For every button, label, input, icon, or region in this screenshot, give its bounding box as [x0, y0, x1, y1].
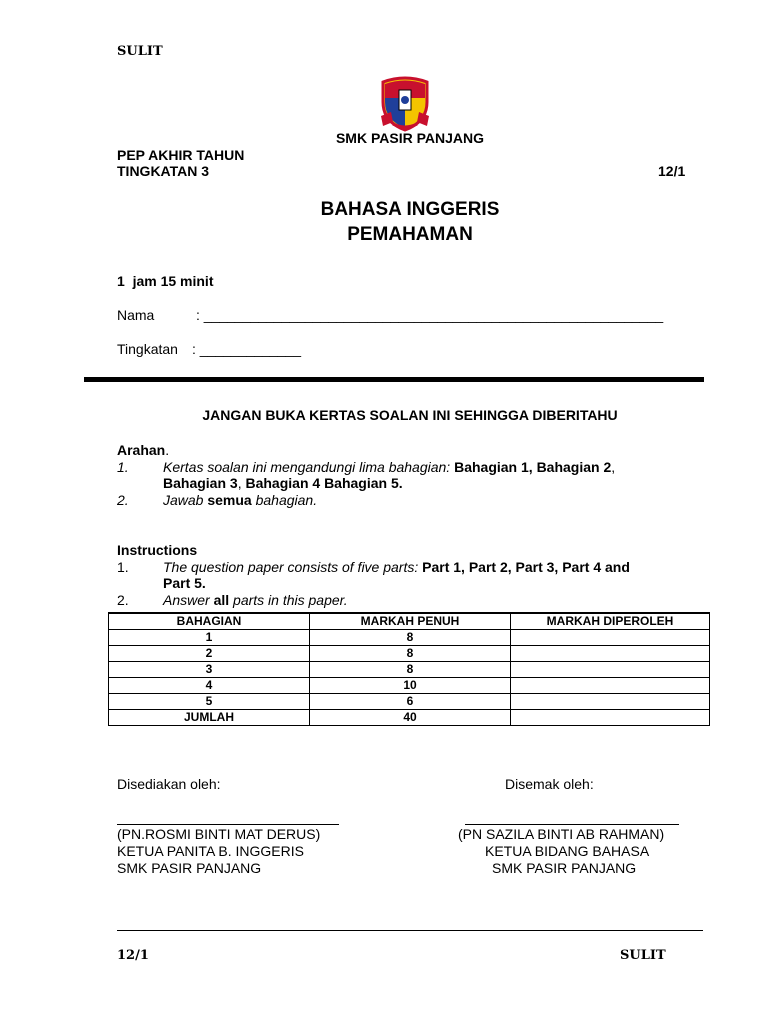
table-header-row — [109, 613, 710, 630]
checked-school: SMK PASIR PANJANG — [492, 860, 637, 876]
arahan-item-1-num: 1. — [117, 459, 129, 475]
arahan-heading: Arahan. — [117, 442, 170, 458]
paper-code: 12/1 — [658, 163, 686, 179]
instructions-heading: Instructions — [117, 542, 198, 558]
table-row — [109, 678, 710, 694]
instructions-item-2-num: 2. — [117, 592, 129, 608]
cell-part: 4 — [109, 678, 310, 694]
prepared-school: SMK PASIR PANJANG — [117, 860, 262, 876]
cell-obtained[interactable] — [511, 678, 710, 694]
prepared-name: (PN.ROSMI BINTI MAT DERUS) — [117, 826, 321, 842]
prepared-role: KETUA PANITA B. INGGERIS — [117, 843, 304, 859]
cell-part: 3 — [109, 662, 310, 678]
table-row — [109, 646, 710, 662]
checked-by-label: Disemak oleh: — [505, 776, 594, 792]
subject-title: BAHASA INGGERIS — [320, 199, 500, 220]
header-bahagian: BAHAGIAN — [109, 613, 310, 630]
name-label: Nama — [117, 307, 155, 323]
table-total-row — [109, 710, 710, 726]
total-label: JUMLAH — [109, 710, 310, 726]
school-name: SMK PASIR PANJANG — [335, 130, 485, 146]
cell-obtained[interactable] — [511, 646, 710, 662]
cell-full-marks: 8 — [310, 662, 511, 678]
cell-full-marks: 8 — [310, 646, 511, 662]
total-value: 40 — [310, 710, 511, 726]
instructions-item-2: Answer all parts in this paper. — [163, 592, 348, 608]
divider-thick — [84, 377, 704, 382]
table-row — [109, 694, 710, 710]
cell-obtained[interactable] — [511, 630, 710, 646]
class-field[interactable]: : _____________ — [192, 341, 301, 357]
header-markah-diperoleh: MARKAH DIPEROLEH — [511, 613, 710, 630]
cell-full-marks: 8 — [310, 630, 511, 646]
total-obtained[interactable] — [511, 710, 710, 726]
name-field[interactable]: : ___________________________________________________________ — [196, 307, 664, 323]
header-classification: SULIT — [117, 44, 163, 59]
component-title: PEMAHAMAN — [347, 224, 473, 245]
cell-obtained[interactable] — [511, 694, 710, 710]
cell-full-marks: 6 — [310, 694, 511, 710]
cell-part: 5 — [109, 694, 310, 710]
cell-obtained[interactable] — [511, 662, 710, 678]
arahan-item-1: Kertas soalan ini mengandungi lima bahagian: Bahagian 1, Bahagian 2, — [163, 459, 616, 475]
footer-code: 12/1 — [117, 948, 149, 963]
cell-full-marks: 10 — [310, 678, 511, 694]
checked-role: KETUA BIDANG BAHASA — [485, 843, 650, 859]
footer-classification: SULIT — [620, 948, 666, 963]
arahan-item-2-num: 2. — [117, 492, 129, 508]
arahan-item-2: Jawab semua bahagian. — [163, 492, 318, 508]
instructions-item-1-num: 1. — [117, 559, 129, 575]
exam-duration: 1 jam 15 minit — [117, 273, 214, 289]
table-row — [109, 662, 710, 678]
footer-divider — [117, 930, 703, 931]
header-markah-penuh: MARKAH PENUH — [310, 613, 511, 630]
class-label: Tingkatan — [117, 341, 178, 357]
arahan-item-1-line2: Bahagian 3, Bahagian 4 Bahagian 5. — [163, 475, 403, 491]
cell-part: 2 — [109, 646, 310, 662]
prepared-signature-line — [117, 824, 339, 825]
instructions-item-1: The question paper consists of five parts: Part 1, Part 2, Part 3, Part 4 and — [163, 559, 630, 575]
exam-title: PEP AKHIR TAHUN — [117, 147, 245, 163]
prepared-by-label: Disediakan oleh: — [117, 776, 221, 792]
checked-name: (PN SAZILA BINTI AB RAHMAN) — [458, 826, 665, 842]
instructions-item-1-line2: Part 5. — [163, 575, 206, 591]
checked-signature-line — [465, 824, 679, 825]
marks-table — [108, 612, 710, 726]
exam-form: TINGKATAN 3 — [117, 163, 210, 179]
table-row — [109, 630, 710, 646]
cell-part: 1 — [109, 630, 310, 646]
school-crest-icon — [379, 76, 431, 132]
warning-text: JANGAN BUKA KERTAS SOALAN INI SEHINGGA DIBERITAHU — [202, 407, 618, 423]
